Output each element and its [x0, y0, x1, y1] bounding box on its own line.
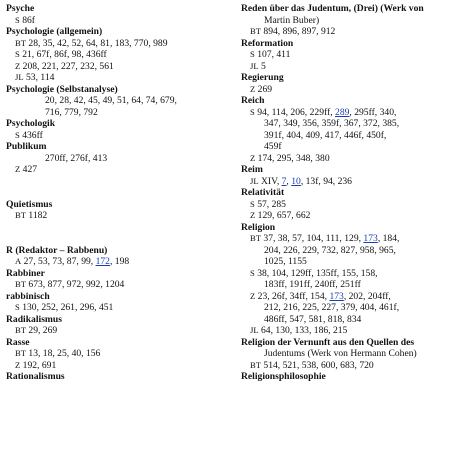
index-heading — [6, 26, 226, 38]
page-references: 427 — [22, 164, 38, 175]
source-abbreviation: S — [15, 129, 20, 140]
index-reference-line — [6, 38, 226, 50]
page-references: 673, 877, 972, 992, 1204 — [28, 279, 125, 290]
source-abbreviation: S — [250, 49, 255, 59]
index-continuation-line — [6, 153, 226, 165]
heading-text: Publikum — [6, 141, 47, 152]
page-link[interactable]: 173 — [363, 233, 378, 244]
index-heading — [241, 371, 457, 383]
page-references: 391f, 404, 409, 417, 446f, 450f, — [264, 129, 387, 141]
page-references: 129, 657, 662 — [257, 210, 311, 221]
index-reference-line — [6, 130, 226, 142]
index-reference-line — [241, 107, 457, 119]
index-heading — [241, 38, 457, 50]
page-references: 174, 295, 348, 380 — [257, 152, 330, 164]
source-abbreviation: BT — [15, 325, 26, 335]
index-reference-line — [6, 210, 226, 222]
page-references: Martin Buber) — [264, 14, 320, 26]
index-reference-line — [6, 279, 226, 291]
page-link[interactable]: 10 — [291, 175, 301, 187]
index-heading — [241, 222, 457, 234]
source-abbreviation: S — [15, 49, 20, 59]
heading-text: Reich — [241, 95, 265, 106]
index-column-left — [6, 3, 226, 383]
blank-line — [6, 222, 226, 234]
heading-text: R (Redaktor – Rabbenu) — [6, 244, 108, 256]
index-reference-line — [241, 291, 457, 303]
source-abbreviation: Z — [250, 290, 256, 301]
source-abbreviation: BT — [250, 359, 261, 370]
source-abbreviation: S — [15, 14, 20, 25]
index-continuation-line — [6, 107, 226, 119]
index-reference-line — [241, 61, 457, 73]
page-references: 192, 691 — [22, 359, 57, 371]
page-references: 183ff, 191ff, 240ff, 251ff — [264, 279, 361, 290]
page-references: 38, 104, 129ff, 135ff, 155, 158, — [257, 267, 378, 279]
source-abbreviation: BT — [250, 233, 261, 243]
heading-text: Religionsphilosophie — [241, 371, 326, 382]
page-references: 486ff, 547, 581, 818, 834 — [264, 313, 362, 325]
heading-text: Reim — [241, 164, 263, 175]
index-heading — [6, 314, 226, 326]
page-references: 270ff, 276f, 413 — [45, 152, 108, 164]
source-abbreviation: BT — [15, 37, 26, 48]
page-references: , — [286, 175, 292, 187]
page-references: 894, 896, 897, 912 — [263, 26, 336, 37]
heading-text: rabbinisch — [6, 290, 50, 302]
heading-text: Quietismus — [6, 198, 53, 210]
page-references: 28, 35, 42, 52, 64, 81, 183, 770, 989 — [28, 37, 168, 49]
page-references: 27, 53, 73, 87, 99, — [23, 256, 96, 267]
page-references: 29, 269 — [28, 325, 58, 336]
page-references: , 202, 204ff, — [343, 290, 391, 302]
page-references: 514, 521, 538, 600, 683, 720 — [263, 359, 374, 371]
index-reference-line — [241, 84, 457, 96]
page-link[interactable]: 173 — [329, 290, 344, 302]
index-reference-line — [6, 15, 226, 27]
index-reference-line — [241, 153, 457, 165]
source-abbreviation: Z — [250, 210, 256, 220]
index-continuation-line — [241, 245, 457, 257]
index-reference-line — [241, 325, 457, 337]
heading-text: Religion — [241, 221, 276, 233]
index-column-right — [241, 3, 457, 383]
index-reference-line — [6, 360, 226, 372]
index-heading — [6, 245, 226, 257]
page-references: 23, 26f, 34ff, 154, — [257, 290, 330, 302]
index-reference-line — [6, 49, 226, 61]
source-abbreviation: Z — [15, 164, 21, 174]
index-continuation-line — [241, 118, 457, 130]
index-heading — [6, 3, 226, 15]
index-heading — [6, 291, 226, 303]
page-references: , 13f, 94, 236 — [300, 175, 352, 187]
source-abbreviation: BT — [250, 26, 261, 36]
source-abbreviation: Z — [250, 83, 256, 94]
page-references: 269 — [257, 83, 273, 95]
index-reference-line — [6, 348, 226, 360]
source-abbreviation: A — [15, 256, 22, 266]
page-references: 716, 779, 792 — [45, 106, 98, 118]
page-references: 53, 114 — [26, 72, 55, 83]
source-abbreviation: Z — [15, 359, 21, 370]
page-references: 459f — [264, 141, 282, 152]
page-references: XIV, — [261, 175, 282, 187]
page-references: 64, 130, 133, 186, 215 — [261, 325, 348, 336]
source-abbreviation: Z — [15, 60, 21, 71]
index-reference-line — [241, 176, 457, 188]
source-abbreviation: JL — [250, 325, 259, 335]
page-link[interactable]: 172 — [95, 256, 110, 267]
source-abbreviation: JL — [250, 175, 259, 186]
page-references: 37, 38, 57, 104, 111, 129, — [263, 233, 364, 244]
index-reference-line — [6, 256, 226, 268]
index-reference-line — [6, 325, 226, 337]
page-references: , 198 — [109, 256, 130, 267]
index-heading — [241, 72, 457, 84]
index-continuation-line — [241, 141, 457, 153]
index-heading — [241, 95, 457, 107]
page-references: 436ff — [22, 129, 43, 141]
heading-text: Regierung — [241, 72, 284, 83]
index-reference-line — [241, 26, 457, 38]
source-abbreviation: S — [250, 267, 255, 278]
source-abbreviation: Z — [250, 152, 256, 163]
source-abbreviation: S — [250, 198, 255, 209]
page-references: 13, 18, 25, 40, 156 — [28, 348, 101, 359]
index-continuation-line — [241, 279, 457, 291]
heading-text: Rabbiner — [6, 267, 45, 279]
page-references: 347, 349, 356, 359f, 367, 372, 385, — [264, 118, 400, 129]
index-reference-line — [241, 268, 457, 280]
source-abbreviation: JL — [250, 60, 259, 71]
blank-line — [6, 187, 226, 199]
page-references: Judentums (Werk von Hermann Cohen) — [264, 348, 417, 359]
heading-text: Rationalismus — [6, 371, 65, 382]
index-heading — [6, 337, 226, 349]
heading-text: Radikalismus — [6, 313, 62, 325]
heading-text: Psychologie (Selbstanalyse) — [6, 83, 118, 95]
index-reference-line — [241, 210, 457, 222]
index-continuation-line — [241, 130, 457, 142]
index-reference-line — [241, 360, 457, 372]
source-abbreviation: BT — [15, 210, 26, 220]
index-reference-line — [6, 164, 226, 176]
index-heading — [6, 118, 226, 130]
index-reference-line — [241, 199, 457, 211]
page-references: 21, 67f, 86f, 98, 436ff — [22, 49, 107, 60]
heading-text: Psychologie (allgemein) — [6, 26, 103, 37]
index-heading — [6, 141, 226, 153]
index-continuation-line — [241, 302, 457, 314]
index-heading — [241, 187, 457, 199]
index-heading — [241, 337, 457, 349]
page-references: 1025, 1155 — [264, 256, 307, 267]
heading-text: Psyche — [6, 3, 35, 14]
page-references: 5 — [261, 60, 266, 72]
index-heading — [6, 268, 226, 280]
page-link[interactable]: 289 — [335, 106, 350, 118]
page-references: 208, 221, 227, 232, 561 — [22, 60, 114, 72]
source-abbreviation: JL — [15, 72, 24, 82]
page-references: 130, 252, 261, 296, 451 — [22, 302, 114, 313]
blank-line — [6, 233, 226, 245]
blank-line — [6, 176, 226, 188]
page-references: 204, 226, 229, 732, 827, 958, 965, — [264, 244, 396, 256]
index-continuation-line — [241, 15, 457, 27]
index-continuation-line — [6, 95, 226, 107]
index-reference-line — [6, 61, 226, 73]
heading-text: Relativität — [241, 187, 285, 198]
page-references: , 295ff, 340, — [349, 106, 397, 118]
page-references: 94, 114, 206, 229ff, — [257, 106, 336, 118]
index-reference-line — [241, 233, 457, 245]
heading-text: Reformation — [241, 37, 294, 49]
heading-text: Psychologik — [6, 118, 56, 129]
index-reference-line — [6, 302, 226, 314]
index-heading — [6, 84, 226, 96]
page-references: 212, 216, 225, 227, 379, 404, 461f, — [264, 302, 400, 313]
heading-text: Rasse — [6, 336, 30, 348]
index-heading — [6, 371, 226, 383]
index-continuation-line — [241, 348, 457, 360]
index-heading — [6, 199, 226, 211]
index-continuation-line — [241, 256, 457, 268]
page-references: 57, 285 — [257, 198, 286, 210]
source-abbreviation: S — [15, 302, 20, 312]
page-link[interactable]: 7 — [281, 175, 287, 187]
source-abbreviation: S — [250, 106, 255, 117]
index-continuation-line — [241, 314, 457, 326]
index-heading — [241, 3, 457, 15]
source-abbreviation: BT — [15, 348, 26, 358]
index-reference-line — [6, 72, 226, 84]
page-references: 86f — [22, 14, 35, 26]
page-references: 107, 411 — [257, 49, 291, 60]
page-references: 1182 — [28, 210, 48, 221]
heading-text: Reden über das Judentum, (Drei) (Werk von — [241, 3, 424, 14]
page-references: 20, 28, 42, 45, 49, 51, 64, 74, 679, — [45, 95, 177, 106]
page-references: , 184, — [377, 233, 400, 244]
index-reference-line — [241, 49, 457, 61]
index-heading — [241, 164, 457, 176]
source-abbreviation: BT — [15, 279, 26, 289]
heading-text: Religion der Vernunft aus den Quellen des — [241, 336, 415, 348]
